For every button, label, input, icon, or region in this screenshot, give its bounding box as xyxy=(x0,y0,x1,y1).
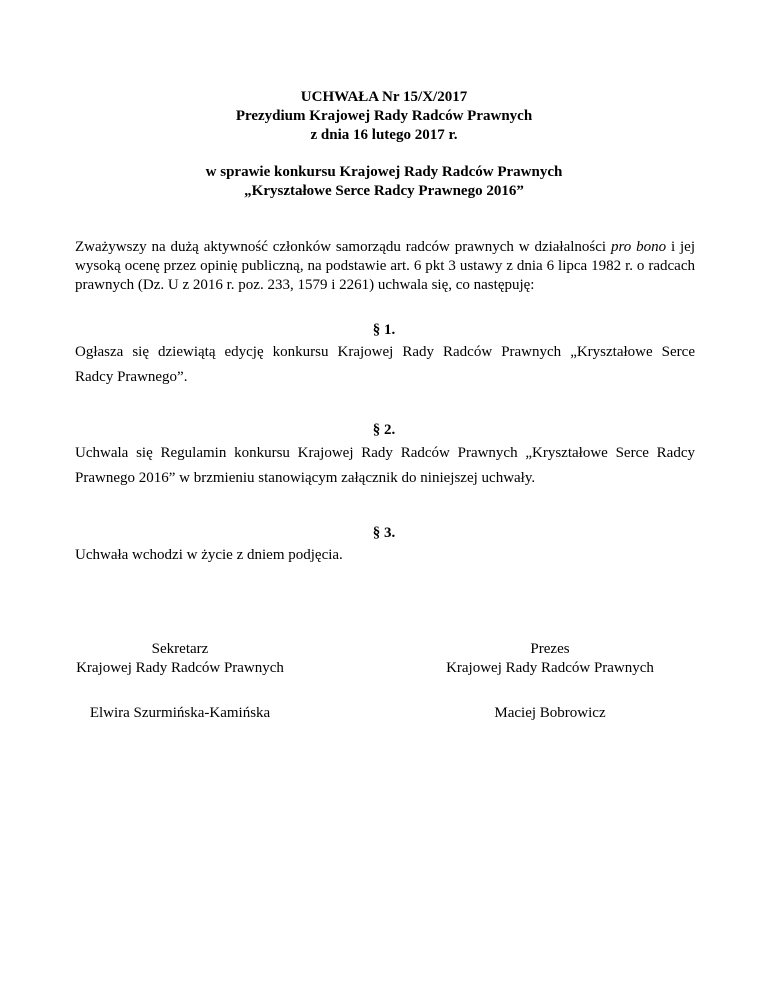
preamble-paragraph xyxy=(75,238,695,295)
section-2-heading: § 2. xyxy=(372,422,396,438)
preamble-text-start: Zważywszy na dużą aktywność członków samorządu radców prawnych w działalności xyxy=(75,239,611,255)
left-signatory-name: Elwira Szurmińska-Kamińska xyxy=(89,705,271,721)
resolution-header xyxy=(0,88,768,145)
section-3-heading: § 3. xyxy=(372,525,396,541)
section-2-line-2: Prawnego 2016” w brzmieniu stanowiącym załącznik do niniejszej uchwały. xyxy=(75,470,536,486)
right-signatory-name: Maciej Bobrowicz xyxy=(494,705,606,721)
left-signatory-role: Sekretarz xyxy=(151,641,209,657)
preamble-text-end: i jej wysoką ocenę przez opinię publiczną, na podstawie art. 6 pkt 3 ustawy z dnia 6 lipca 1982 r. o radcach prawnych (Dz. U z 2016 r. poz. 233, 1579 i 2261) uchwala się, co następuję: xyxy=(75,239,695,293)
resolution-subject xyxy=(0,163,768,201)
section-3-line-1: Uchwała wchodzi w życie z dniem podjęcia. xyxy=(75,547,343,563)
preamble-italic-term: pro bono xyxy=(610,239,667,255)
left-signatory-body: Krajowej Rady Radców Prawnych xyxy=(76,660,284,676)
section-2-line-1: Uchwala się Regulamin konkursu Krajowej Rady Radców Prawnych „Kryształowe Serce Radcy xyxy=(75,445,695,461)
signature-block-right xyxy=(430,640,670,678)
section-3-body xyxy=(75,543,695,568)
right-signatory-body: Krajowej Rady Radców Prawnych xyxy=(446,660,654,676)
subject-line-2: „Kryształowe Serce Radcy Prawnego 2016” xyxy=(244,183,524,199)
signature-block-left xyxy=(60,640,300,678)
resolution-date: z dnia 16 lutego 2017 r. xyxy=(310,127,458,143)
section-1-line-1: Ogłasza się dziewiątą edycję konkursu Krajowej Rady Radców Prawnych „Kryształowe Serce xyxy=(75,344,695,360)
section-1-body xyxy=(75,340,695,390)
subject-line-1: w sprawie konkursu Krajowej Rady Radców Prawnych xyxy=(205,164,563,180)
section-2-body xyxy=(75,441,695,491)
right-signatory-role: Prezes xyxy=(530,641,570,657)
section-1-line-2: Radcy Prawnego”. xyxy=(75,369,188,385)
issuing-body: Prezydium Krajowej Rady Radców Prawnych xyxy=(235,108,533,124)
section-1-heading: § 1. xyxy=(372,322,396,338)
resolution-number: UCHWAŁA Nr 15/X/2017 xyxy=(300,89,468,105)
